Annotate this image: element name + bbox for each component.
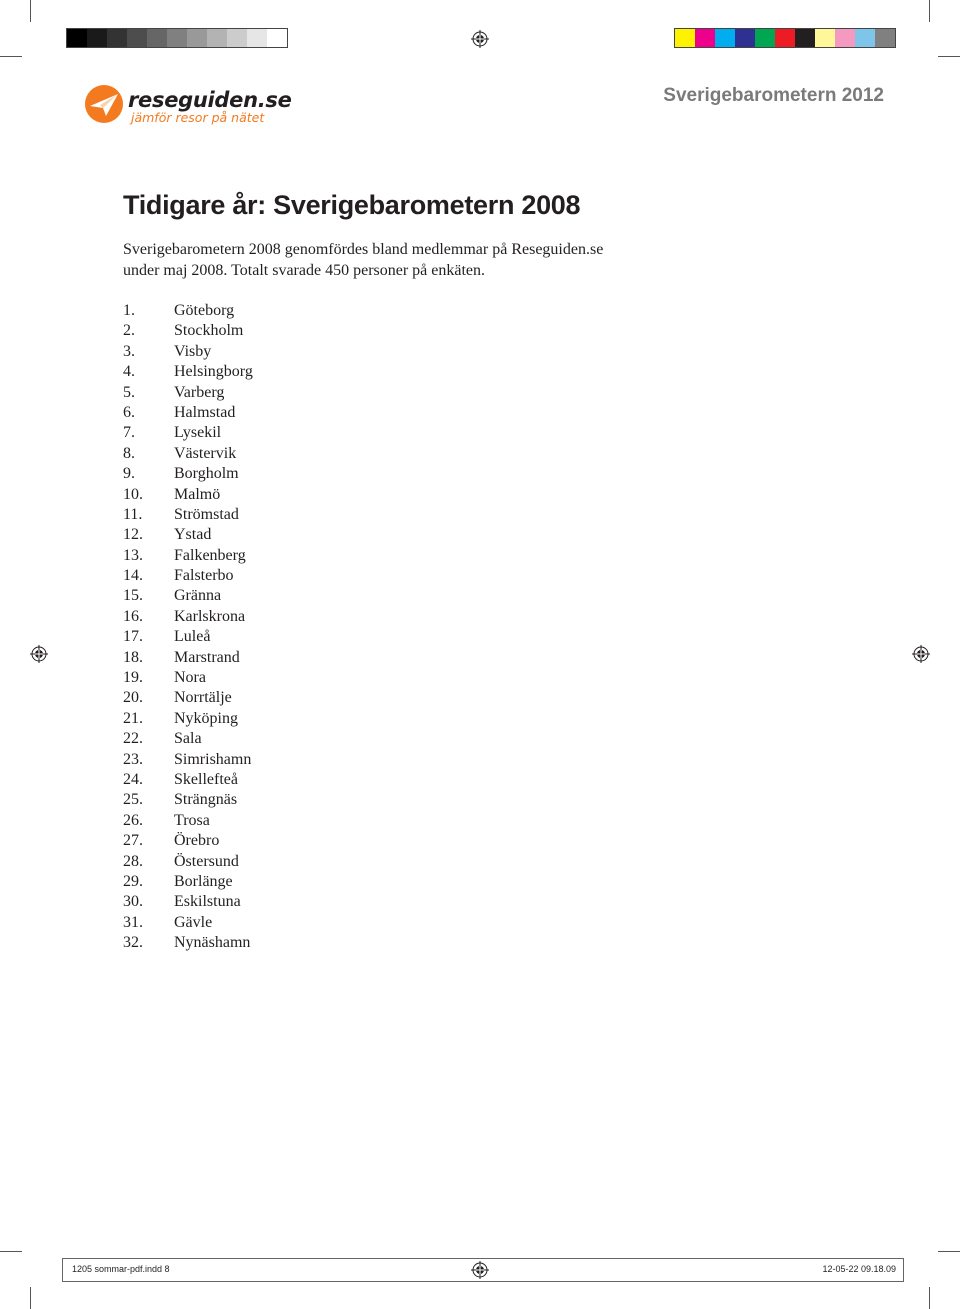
ranking-item (123, 770, 253, 790)
rank-number: 15. (123, 587, 143, 605)
ranking-item (123, 383, 253, 403)
color-swatch (127, 29, 147, 47)
rank-number: 21. (123, 709, 143, 727)
ranking-item (123, 790, 253, 810)
ranking-item (123, 301, 253, 321)
rank-number: 11. (123, 505, 143, 523)
city-name: Göteborg (174, 302, 235, 319)
color-swatch (187, 29, 207, 47)
crop-mark (929, 0, 930, 22)
color-swatch (815, 29, 835, 47)
rank-number: 18. (123, 648, 143, 666)
rank-number: 3. (123, 342, 135, 360)
color-swatch (675, 29, 695, 47)
rank-number: 22. (123, 730, 143, 748)
city-name: Nynäshamn (174, 934, 251, 952)
rank-number: 7. (123, 424, 135, 442)
logo-name: reseguiden.se (128, 88, 292, 112)
rank-number: 17. (123, 628, 143, 646)
ranking-item (123, 750, 253, 770)
ranking-item (123, 423, 253, 443)
registration-mark-icon (471, 30, 489, 48)
grayscale-color-bar (66, 28, 288, 48)
city-name: Helsingborg (174, 363, 253, 381)
rank-number: 13. (123, 546, 143, 564)
city-name: Falsterbo (174, 567, 234, 585)
color-swatch (227, 29, 247, 47)
ranking-item (123, 525, 253, 545)
ranking-item (123, 546, 253, 566)
city-name: Norrtälje (174, 689, 232, 707)
intro-line: under maj 2008. Totalt svarade 450 personer på enkäten. (123, 261, 486, 279)
crop-mark (30, 1287, 31, 1309)
ranking-item (123, 933, 253, 953)
color-swatch (147, 29, 167, 47)
page-title: Tidigare år: Sverigebarometern 2008 (123, 190, 581, 220)
city-name: Sala (174, 730, 202, 748)
city-name: Ystad (174, 526, 212, 544)
ranking-item (123, 668, 253, 688)
ranking-item (123, 872, 253, 892)
intro-line: Sverigebarometern 2008 genomfördes bland medlemmar på Reseguiden.se (123, 241, 604, 258)
ranking-item (123, 913, 253, 933)
city-name: Borgholm (174, 465, 239, 483)
slug-box (62, 1258, 904, 1282)
color-swatch (67, 29, 87, 47)
city-name: Visby (174, 342, 212, 360)
city-name: Västervik (174, 444, 237, 462)
city-name: Simrishamn (174, 750, 252, 768)
color-swatch (735, 29, 755, 47)
rank-number: 5. (123, 383, 135, 401)
ranking-item (123, 709, 253, 729)
rank-number: 6. (123, 403, 135, 421)
city-name: Borlänge (174, 872, 233, 890)
ranking-item (123, 321, 253, 341)
intro-paragraph (123, 240, 723, 281)
rank-number: 28. (123, 852, 143, 870)
ranking-item (123, 362, 253, 382)
rank-number: 12. (123, 526, 143, 544)
color-swatch (835, 29, 855, 47)
ranking-item (123, 586, 253, 606)
crop-mark (938, 56, 960, 57)
ranking-item (123, 464, 253, 484)
city-name: Skellefteå (174, 770, 238, 788)
ranking-item (123, 892, 253, 912)
slug-filename: 1205 sommar-pdf.indd 8 (72, 1264, 170, 1274)
rank-number: 29. (123, 872, 143, 890)
slug-timestamp: 12-05-22 09.18.09 (822, 1264, 896, 1274)
ranking-item (123, 566, 253, 586)
rank-number: 8. (123, 444, 135, 462)
crop-mark (0, 1251, 22, 1252)
city-name: Karlskrona (174, 607, 246, 625)
paper-plane-logo-icon (84, 84, 124, 124)
registration-mark-icon (912, 645, 930, 663)
rank-number: 4. (123, 363, 135, 381)
rank-number: 1. (123, 302, 135, 319)
color-swatch (755, 29, 775, 47)
color-swatch (775, 29, 795, 47)
city-name: Nyköping (174, 709, 238, 727)
rank-number: 16. (123, 607, 143, 625)
process-color-bar (674, 28, 896, 48)
city-ranking-list (123, 301, 253, 954)
city-name: Trosa (174, 811, 210, 829)
rank-number: 19. (123, 669, 143, 687)
ranking-item (123, 729, 253, 749)
city-name: Luleå (174, 628, 211, 646)
ranking-item (123, 403, 253, 423)
color-swatch (267, 29, 287, 47)
ranking-item (123, 852, 253, 872)
color-swatch (795, 29, 815, 47)
city-name: Strängnäs (174, 791, 238, 809)
rank-number: 26. (123, 811, 143, 829)
city-name: Eskilstuna (174, 893, 241, 911)
city-name: Östersund (174, 852, 239, 870)
ranking-item (123, 505, 253, 525)
ranking-item (123, 811, 253, 831)
crop-mark (938, 1251, 960, 1252)
crop-mark (0, 56, 22, 57)
rank-number: 2. (123, 322, 135, 340)
reseguiden-logo (84, 84, 292, 128)
ranking-item (123, 648, 253, 668)
rank-number: 20. (123, 689, 143, 707)
ranking-item (123, 688, 253, 708)
city-name: Stockholm (174, 322, 244, 340)
city-name: Halmstad (174, 403, 236, 421)
city-name: Gränna (174, 587, 222, 605)
city-name: Lysekil (174, 424, 222, 442)
ranking-item (123, 831, 253, 851)
color-swatch (875, 29, 895, 47)
color-swatch (207, 29, 227, 47)
city-name: Strömstad (174, 505, 239, 523)
rank-number: 27. (123, 832, 143, 850)
ranking-item (123, 627, 253, 647)
crop-mark (30, 0, 31, 22)
rank-number: 14. (123, 567, 143, 585)
color-swatch (107, 29, 127, 47)
city-name: Varberg (174, 383, 225, 401)
rank-number: 23. (123, 750, 143, 768)
rank-number: 30. (123, 893, 143, 911)
logo-tagline: jämför resor på nätet (131, 110, 265, 125)
city-name: Malmö (174, 485, 221, 503)
ranking-item (123, 342, 253, 362)
ranking-item (123, 444, 253, 464)
ranking-item (123, 485, 253, 505)
rank-number: 32. (123, 934, 143, 952)
crop-mark (929, 1287, 930, 1309)
registration-mark-icon (30, 645, 48, 663)
running-head: Sverigebarometern 2012 (663, 85, 884, 106)
color-swatch (695, 29, 715, 47)
rank-number: 9. (123, 465, 135, 483)
city-name: Örebro (174, 832, 220, 850)
color-swatch (247, 29, 267, 47)
rank-number: 31. (123, 913, 143, 931)
color-swatch (87, 29, 107, 47)
rank-number: 24. (123, 770, 143, 788)
ranking-item (123, 607, 253, 627)
color-swatch (167, 29, 187, 47)
city-name: Falkenberg (174, 546, 246, 564)
city-name: Gävle (174, 913, 213, 931)
city-name: Marstrand (174, 648, 240, 666)
rank-number: 25. (123, 791, 143, 809)
city-name: Nora (174, 669, 206, 687)
color-swatch (715, 29, 735, 47)
rank-number: 10. (123, 485, 143, 503)
color-swatch (855, 29, 875, 47)
